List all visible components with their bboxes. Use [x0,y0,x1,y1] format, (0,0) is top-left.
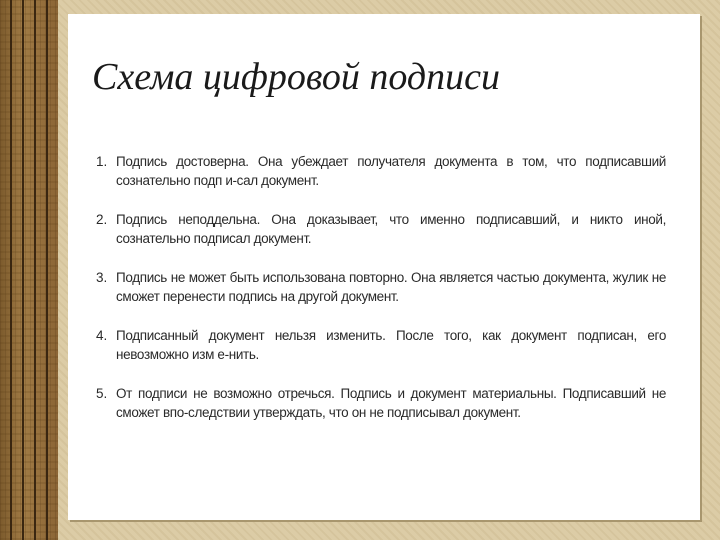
item-number: 1. [96,154,108,169]
list-item [96,326,666,364]
item-text: Подпись неподдельна. Она доказывает, что именно подписавший, и никто иной, сознательно подписал документ. [116,212,666,246]
band-stripe [22,0,24,540]
band-stripe [34,0,36,540]
decorative-left-band [0,0,58,540]
list-item [96,210,666,248]
signature-properties-list [96,152,666,442]
band-stripe [46,0,48,540]
list-item [96,384,666,422]
item-number: 2. [96,212,108,227]
slide-title: Схема цифровой подписи [92,56,500,98]
item-number: 5. [96,386,108,401]
item-number: 3. [96,270,108,285]
item-text: Подпись достоверна. Она убеждает получателя документа в том, что подписавший сознательно подп и-сал документ. [116,154,666,188]
item-text: Подпись не может быть использована повторно. Она является частью документа, жулик не сможет перенести подпись на другой документ. [116,270,666,304]
item-number: 4. [96,328,108,343]
item-text: Подписанный документ нельзя изменить. После того, как документ подписан, его невозможно изм е-нить. [116,328,666,362]
list-item [96,152,666,190]
band-stripe [10,0,12,540]
item-text: От подписи не возможно отречься. Подпись и документ материальны. Подписавший не сможет впо-следствии утверждать, что он не подписывал документ. [116,386,666,420]
list-item [96,268,666,306]
